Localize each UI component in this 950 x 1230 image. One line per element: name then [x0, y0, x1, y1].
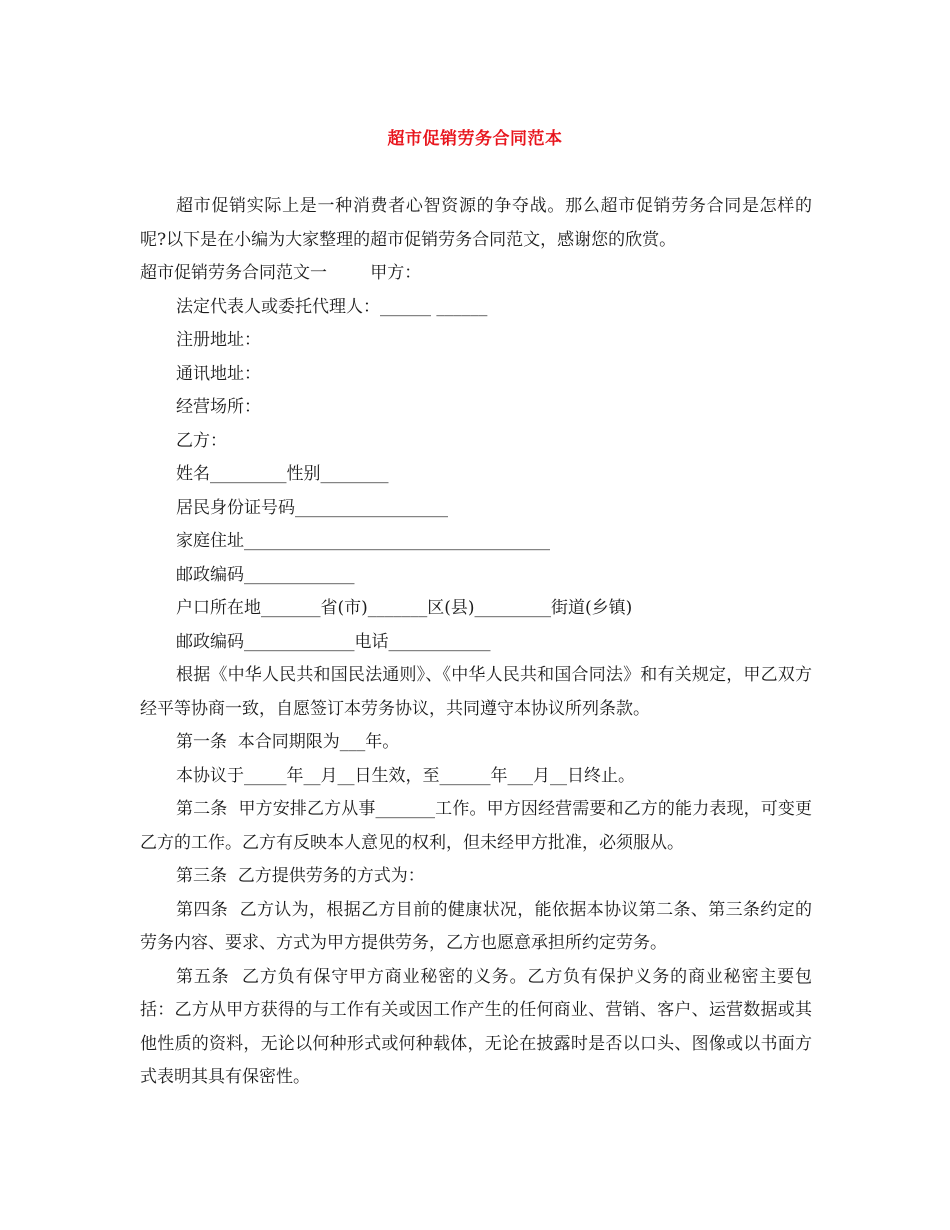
article-2: 第二条 甲方安排乙方从事_______工作。甲方因经营需要和乙方的能力表现，可变更乙方的工作。乙方有反映本人意见的权利，但未经甲方批准，必须服从。 [140, 799, 812, 853]
business-place: 经营场所： [176, 397, 261, 417]
party-b: 乙方： [176, 430, 227, 451]
basis-paragraph: 根据《中华人民共和国民法通则》、《中华人民共和国合同法》和有关规定，甲乙双方经平等协商一致，自愿签订本劳务协议，共同遵守本协议所列条款。 [140, 665, 812, 719]
household-registration-line: 户口所在地_______省(市)_______区(县)_________街道(乡镇) [176, 598, 633, 618]
article-1-term: 本协议于_____年__月__日生效，至______年___月__日终止。 [176, 765, 635, 786]
article-1: 第一条 本合同期限为___年。 [176, 732, 400, 752]
article-3: 第三条 乙方提供劳务的方式为： [176, 866, 425, 886]
document-title: 超市促销劳务合同范本 [387, 129, 563, 149]
postal-phone-line: 邮政编码_____________电话____________ [176, 631, 491, 652]
article-4: 第四条 乙方认为，根据乙方目前的健康状况，能依据本协议第二条、第三条约定的劳务内容、要求、方式为甲方提供劳务，乙方也愿意承担所约定劳务。 [140, 899, 812, 953]
sample-heading: 超市促销劳务合同范文一 甲方： [140, 263, 422, 283]
mailing-address: 通讯地址： [176, 363, 261, 384]
home-address-line: 家庭住址____________________________________ [176, 531, 550, 551]
registered-address: 注册地址： [176, 330, 261, 350]
postal-code-line: 邮政编码_____________ [176, 564, 355, 585]
id-number-line: 居民身份证号码__________________ [176, 497, 448, 518]
article-5: 第五条 乙方负有保守甲方商业秘密的义务。乙方负有保护义务的商业秘密主要包括：乙方从甲方获得的与工作有关或因工作产生的任何商业、营销、客户、运营数据或其他性质的资料，无论以何种形式或何种载体，无论在披露时是否以口头、图像或以书面方式表明其具有保密性。 [140, 966, 812, 1087]
name-gender-line: 姓名_________性别________ [176, 464, 389, 484]
party-a-representative: 法定代表人或委托代理人：______ ______ [176, 296, 488, 317]
intro-paragraph: 超市促销实际上是一种消费者心智资源的争夺战。那么超市促销劳务合同是怎样的呢?以下是在小编为大家整理的超市促销劳务合同范文，感谢您的欣赏。 [140, 196, 812, 250]
document-body [140, 190, 812, 1095]
